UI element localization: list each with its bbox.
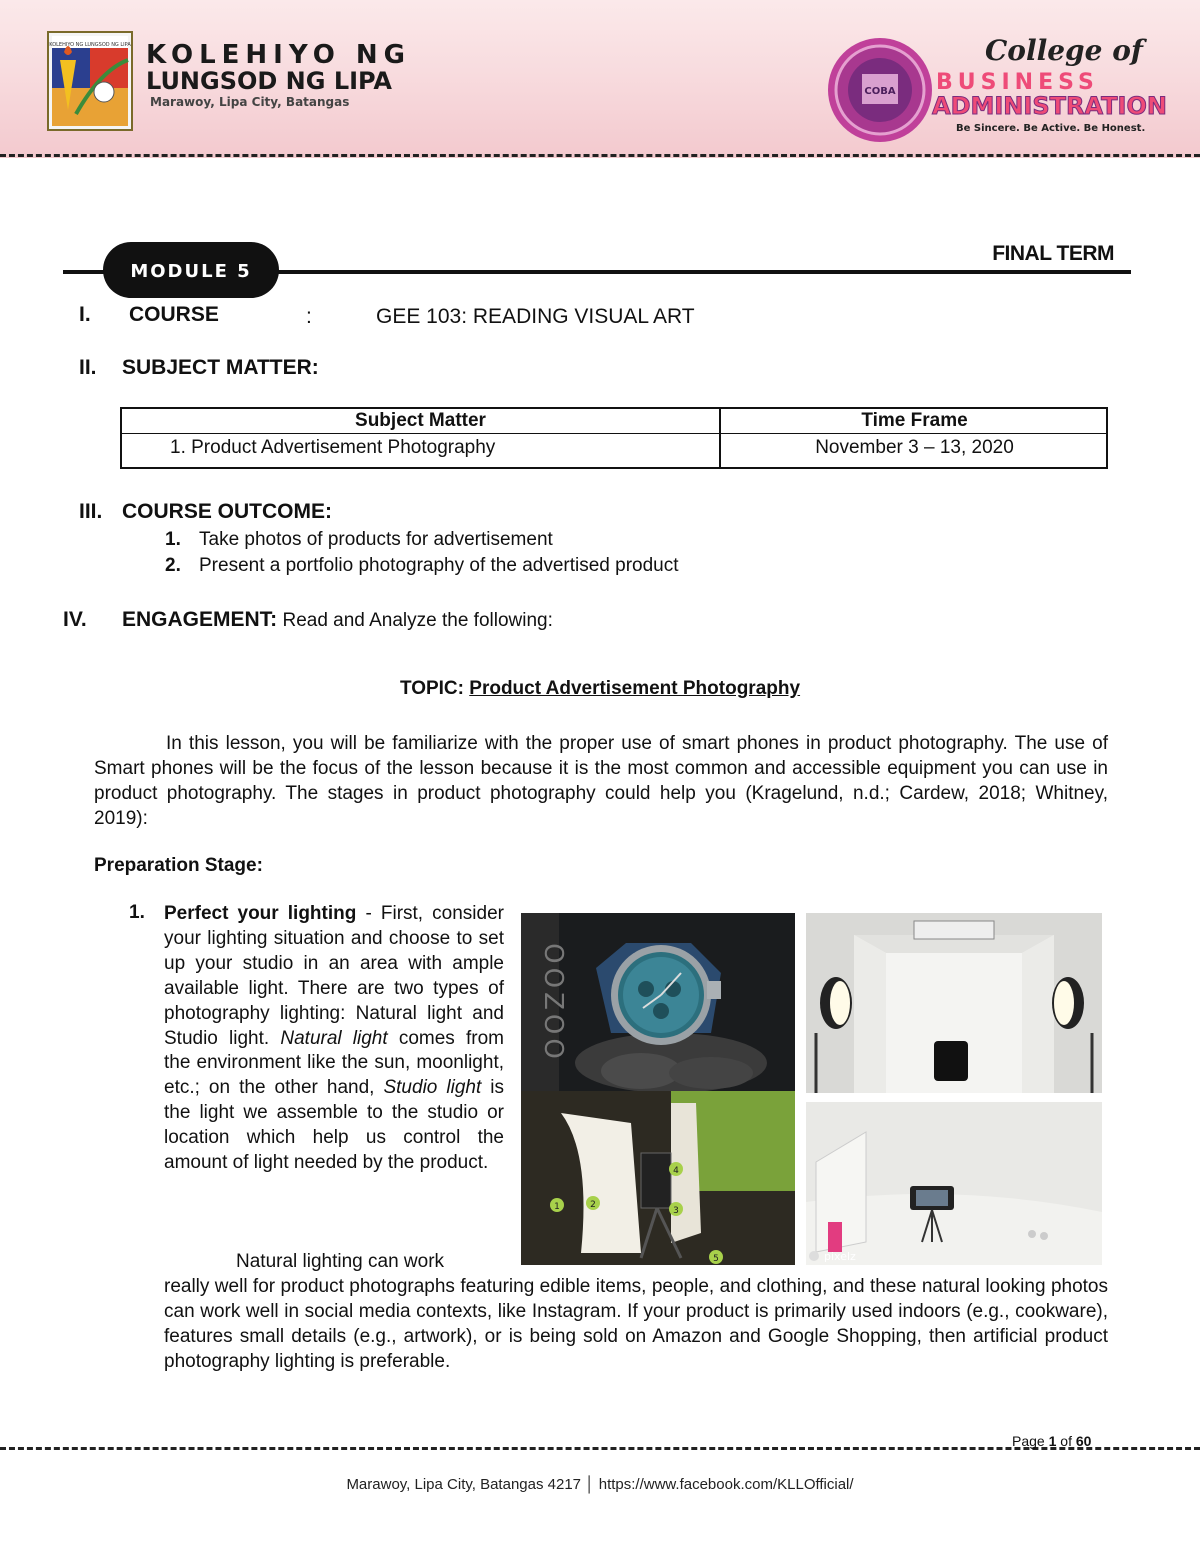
- table-cell-time: November 3 – 13, 2020: [815, 437, 1014, 458]
- engagement-text: Read and Analyze the following:: [277, 610, 553, 631]
- college-business: BUSINESS: [936, 70, 1099, 95]
- college-logo-text: COBA: [864, 86, 896, 97]
- intro-paragraph: In this lesson, you will be familiarize with the proper use of smart phones in product photography. The use of Smart phones will be the focus of the lesson because it is the most common and accessible equipment you can use in product photography. The stages in product photography could help you (Kragelund, n.d.; Cardew, 2018; Whitney, 2019):: [94, 733, 1108, 829]
- lighting-text-continued: Natural lighting can work: [236, 1251, 445, 1272]
- engagement-numeral: IV.: [63, 608, 87, 631]
- module-label: MODULE 5: [130, 261, 252, 282]
- lighting-title: Perfect your lighting: [164, 903, 357, 924]
- oozoo-vertical-text: OOZOO: [538, 943, 568, 1063]
- page-number: [1012, 1433, 1091, 1449]
- product-photo-collage: [521, 913, 795, 1265]
- school-logo: [46, 30, 134, 132]
- course-numeral: I.: [79, 303, 91, 326]
- lighting-text-3: is the light we assemble to the studio or location which help us control the amount of light needed by the product.: [164, 1077, 505, 1174]
- lighting-text-1: - First, consider your lighting situation and choose to set up your studio in an area with ample available light. There are two types of photography lighting: Natural light and Studio light.: [164, 903, 504, 1049]
- lighting-paragraph: [164, 902, 504, 1176]
- lighting-text-2: comes from the environment like the sun, moonlight, etc.; on the other hand,: [164, 1027, 504, 1099]
- footer-address: Marawoy, Lipa City, Batangas 4217 │ https://www.facebook.com/KLLOfficial/: [346, 1476, 854, 1493]
- college-logo: [826, 36, 934, 144]
- subject-label: SUBJECT MATTER:: [122, 356, 319, 379]
- page-current: 1: [1048, 1433, 1057, 1449]
- smartphone-setup-photo: [806, 1102, 1102, 1265]
- college-title: College of: [985, 34, 1143, 67]
- college-motto: Be Sincere. Be Active. Be Honest.: [956, 123, 1146, 134]
- photo-marker: 1: [554, 1202, 560, 1212]
- school-name-line1: KOLEHIYO NG: [146, 40, 411, 70]
- outcome-item-number: 1.: [165, 529, 181, 550]
- school-address: Marawoy, Lipa City, Batangas: [150, 95, 350, 109]
- natural-lighting-paragraph: really well for product photographs featuring edible items, people, and clothing, and these natural looking photos can work well in social media contexts, like Instagram. If your product is primarily used indoors (e.g., cookware), features small details (e.g., artwork), or is being sold on Amazon and Google Shopping, then artificial product photography lighting is preferable.: [164, 1276, 1108, 1372]
- table-row-divider: [120, 433, 1108, 434]
- topic-heading: [0, 678, 1200, 700]
- photo-marker: 3: [673, 1206, 679, 1216]
- header-divider: [0, 154, 1200, 157]
- lightbox-photo: [806, 913, 1102, 1093]
- table-header-time: Time Frame: [861, 410, 968, 431]
- table-cell-subject: 1. Product Advertisement Photography: [170, 437, 496, 458]
- college-administration: ADMINISTRATION: [932, 92, 1167, 120]
- outcome-item-text: Present a portfolio photography of the advertised product: [199, 555, 679, 576]
- course-separator: :: [306, 305, 312, 328]
- studio-light-term: Studio light: [383, 1077, 482, 1099]
- photo-marker: 5: [713, 1254, 719, 1264]
- engagement-line: [122, 608, 553, 632]
- natural-light-term: Natural light: [280, 1027, 388, 1049]
- lighting-item-number: 1.: [129, 902, 145, 923]
- subject-numeral: II.: [79, 356, 97, 379]
- topic-title: Product Advertisement Photography: [469, 678, 801, 699]
- logo-left-text: KOLEHIYO NG LUNGSOD NG LIPA: [49, 42, 131, 48]
- preparation-stage-heading: Preparation Stage:: [94, 855, 263, 876]
- course-label: COURSE: [129, 303, 219, 326]
- outcome-item-number: 2.: [165, 555, 181, 576]
- outcome-item-text: Take photos of products for advertisement: [199, 529, 553, 550]
- topic-label: TOPIC:: [399, 678, 464, 699]
- page-label: Page: [1012, 1433, 1045, 1449]
- school-name-line2: LUNGSOD NG LIPA: [146, 67, 392, 95]
- table-header-subject: Subject Matter: [355, 410, 486, 431]
- photo-marker: 4: [673, 1166, 679, 1176]
- page-total: 60: [1075, 1433, 1092, 1449]
- pixelz-watermark: pixelz: [824, 1250, 856, 1263]
- course-value: GEE 103: READING VISUAL ART: [376, 305, 695, 328]
- term-label: FINAL TERM: [992, 242, 1114, 265]
- page-of: of: [1060, 1433, 1072, 1449]
- outcome-label: COURSE OUTCOME:: [122, 500, 332, 523]
- photo-marker: 2: [590, 1200, 596, 1210]
- outcome-numeral: III.: [79, 500, 103, 523]
- engagement-label: ENGAGEMENT:: [122, 608, 278, 631]
